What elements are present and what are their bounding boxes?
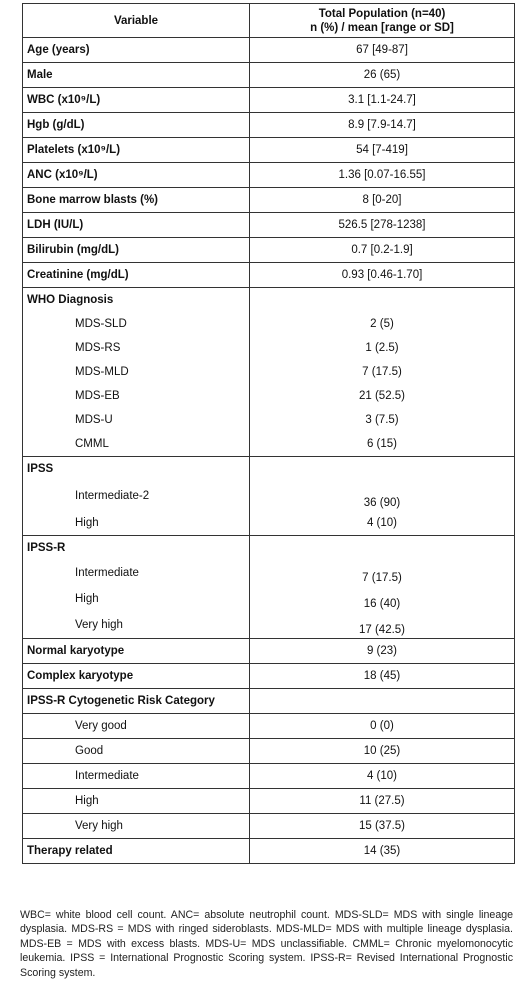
row-label: MDS-EB [23, 384, 250, 408]
row-label: Creatinine (mg/dL) [23, 263, 250, 288]
row-label: Therapy related [23, 839, 250, 864]
row-label: High [23, 511, 250, 536]
row-label: Male [23, 63, 250, 88]
section-row-who [23, 288, 515, 313]
row-label: MDS-MLD [23, 360, 250, 384]
section-label: IPSS-R [23, 536, 250, 561]
column-header-population [250, 4, 515, 38]
table-row [23, 612, 515, 639]
table-row [23, 188, 515, 213]
row-label: Very high [23, 814, 250, 839]
row-value: 0.7 [0.2-1.9] [250, 238, 515, 263]
row-label: Very high [23, 612, 250, 639]
row-label: Normal karyotype [23, 639, 250, 664]
row-value: 4 (10) [250, 511, 515, 536]
characteristics-table [22, 3, 515, 864]
row-label: MDS-SLD [23, 312, 250, 336]
row-label: Intermediate [23, 560, 250, 586]
table-row [23, 360, 515, 384]
row-value: 11 (27.5) [250, 789, 515, 814]
table-header-row [23, 4, 515, 38]
row-value: 15 (37.5) [250, 814, 515, 839]
table-row [23, 336, 515, 360]
row-value: 8 [0-20] [250, 188, 515, 213]
row-value: 14 (35) [250, 839, 515, 864]
row-value: 0 (0) [250, 714, 515, 739]
row-label: Hgb (g/dL) [23, 113, 250, 138]
row-value: 3.1 [1.1-24.7] [250, 88, 515, 113]
row-label: Complex karyotype [23, 664, 250, 689]
row-value: 54 [7-419] [250, 138, 515, 163]
row-value: 26 (65) [250, 63, 515, 88]
row-label: CMML [23, 432, 250, 457]
row-value: 7 (17.5) [250, 360, 515, 384]
column-header-variable: Variable [23, 4, 250, 38]
table-row [23, 586, 515, 612]
table-row [23, 163, 515, 188]
row-label: Bone marrow blasts (%) [23, 188, 250, 213]
row-value: 0.93 [0.46-1.70] [250, 263, 515, 288]
row-label: Age (years) [23, 38, 250, 63]
row-value: 1.36 [0.07-16.55] [250, 163, 515, 188]
table-row [23, 408, 515, 432]
table-row [23, 739, 515, 764]
table-row [23, 481, 515, 511]
row-value: 8.9 [7.9-14.7] [250, 113, 515, 138]
row-value: 6 (15) [250, 432, 515, 457]
section-row-ipss [23, 457, 515, 482]
row-label: Good [23, 739, 250, 764]
table-row [23, 432, 515, 457]
row-value: 67 [49-87] [250, 38, 515, 63]
table-row [23, 88, 515, 113]
section-row-cytogenetic [23, 689, 515, 714]
row-label: High [23, 789, 250, 814]
table-footnote: WBC= white blood cell count. ANC= absolute neutrophil count. MDS-SLD= MDS with single lineage dysplasia. MDS-RS = MDS with ringed sideroblasts. MDS-MLD= MDS with multiple lineage dysplasia. MDS-EB = MDS with excess blasts. MDS-U= MDS unclassifiable. CMML= Chronic myelomonocytic leukemia. IPSS = International Prognostic Scoring system. IPSS-R= Revised International Prognostic Scoring system. [20, 909, 513, 979]
section-label: IPSS [23, 457, 250, 482]
header-line-1: Total Population (n=40) [318, 7, 446, 20]
table-row [23, 789, 515, 814]
table-row [23, 238, 515, 263]
row-value: 18 (45) [250, 664, 515, 689]
row-label: Intermediate-2 [23, 481, 250, 511]
table-row [23, 714, 515, 739]
table-row [23, 664, 515, 689]
row-label: Intermediate [23, 764, 250, 789]
row-value: 36 (90) [250, 481, 515, 511]
header-line-2: n (%) / mean [range or SD] [310, 21, 454, 34]
table-row [23, 138, 515, 163]
table-row [23, 263, 515, 288]
row-value: 16 (40) [250, 586, 515, 612]
table-row [23, 312, 515, 336]
table-row [23, 384, 515, 408]
row-value: 7 (17.5) [250, 560, 515, 586]
section-label: WHO Diagnosis [23, 288, 250, 313]
row-label: Bilirubin (mg/dL) [23, 238, 250, 263]
row-label: High [23, 586, 250, 612]
row-label: Platelets (x10⁹/L) [23, 138, 250, 163]
section-row-ipssr [23, 536, 515, 561]
table-row [23, 213, 515, 238]
row-value: 2 (5) [250, 312, 515, 336]
table-row [23, 639, 515, 664]
row-value: 17 (42.5) [250, 612, 515, 639]
row-label: MDS-U [23, 408, 250, 432]
table-row [23, 38, 515, 63]
table-row [23, 113, 515, 138]
row-label: ANC (x10⁹/L) [23, 163, 250, 188]
row-label: MDS-RS [23, 336, 250, 360]
row-value: 1 (2.5) [250, 336, 515, 360]
table-row [23, 814, 515, 839]
row-value: 10 (25) [250, 739, 515, 764]
row-label: Very good [23, 714, 250, 739]
row-label: LDH (IU/L) [23, 213, 250, 238]
table-row [23, 511, 515, 536]
table-row [23, 63, 515, 88]
row-value: 526.5 [278-1238] [250, 213, 515, 238]
row-value: 9 (23) [250, 639, 515, 664]
row-value: 21 (52.5) [250, 384, 515, 408]
table-row [23, 560, 515, 586]
row-value: 3 (7.5) [250, 408, 515, 432]
section-label: IPSS-R Cytogenetic Risk Category [23, 689, 250, 714]
row-label: WBC (x10⁹/L) [23, 88, 250, 113]
row-value: 4 (10) [250, 764, 515, 789]
table-row [23, 839, 515, 864]
table-row [23, 764, 515, 789]
